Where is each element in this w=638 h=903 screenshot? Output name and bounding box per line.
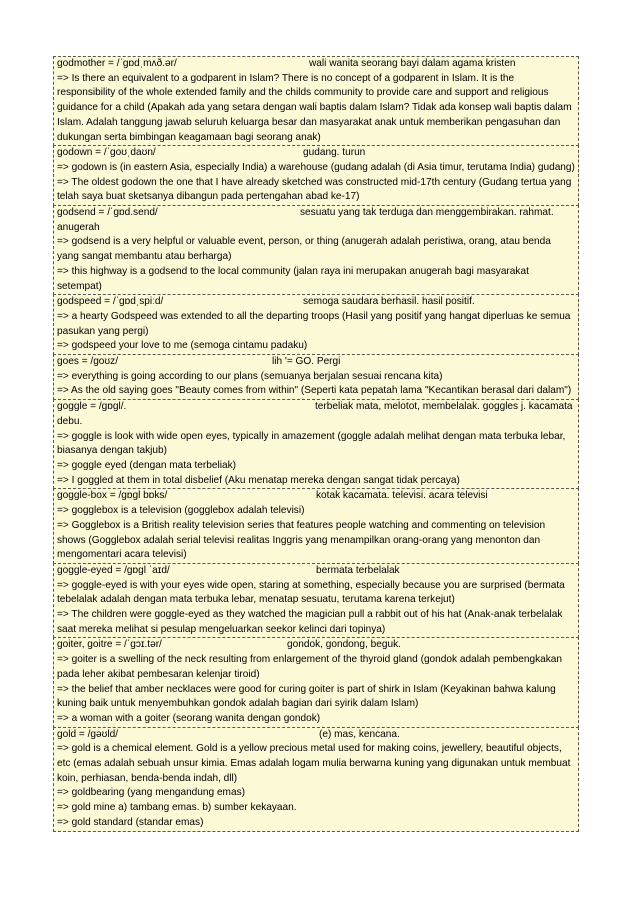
entry-line: => godown is (in eastern Asia, especially India) a warehouse (gudang adalah (di Asia timur, terutama India) gudang) [57, 161, 575, 173]
entry-meaning: kotak kacamata. televisi. acara televisi [316, 490, 488, 502]
dictionary-entry [53, 488, 579, 564]
entry-headword: goggle-box = /ɡɒɡl bɒks/ [57, 490, 168, 502]
entry-headword: goggle-eyed = /ɡɒɡl ˈaɪd/ [57, 564, 170, 576]
entry-meaning: wali wanita seorang bayi dalam agama kristen [309, 58, 516, 69]
entry-line: => godsend is a very helpful or valuable event, person, or thing (anugerah adalah peristiwa, orang, atau benda yang sangat membantu atau berharga) [57, 236, 551, 263]
entry-meaning: lih '= GO. Pergi [272, 356, 341, 368]
dictionary-entry [53, 56, 579, 146]
entry-line: => everything is going according to our plans (semuanya berjalan sesuai rencana kita) [57, 370, 443, 382]
entry-meaning: (e) mas, kencana. [319, 728, 400, 740]
entry-headword: godsend = /ˈɡɒd.send/ [57, 207, 158, 219]
entry-line: => the belief that amber necklaces were good for curing goiter is part of shirk in Islam (Keyakinan bahwa kalung kuning baik untuk menyembuhkan gondok adalah bagian dari syirik dalam Islam) [57, 683, 556, 710]
dictionary-entry [53, 354, 579, 400]
dictionary-entry [53, 563, 579, 639]
entry-line: => As the old saying goes "Beauty comes from within" (Seperti kata pepatah lama "Kecantikan berasal dari dalam") [57, 385, 572, 397]
entry-line: => goggle-eyed is with your eyes wide open, staring at something, especially because you are surprised (bermata tebelalak adalah dengan mata terbuka lebar, menatap sesuatu, terutama karena terkejut) [57, 579, 565, 606]
entry-meaning: terbeliak mata, melotot, membelalak. goggles j. kacamata debu. [57, 401, 573, 427]
dictionary-entry [53, 727, 579, 832]
entry-line: => this highway is a godsend to the local community (jalan raya ini merupakan anugerah bagi masyarakat setempat) [57, 265, 529, 292]
dictionary-entry [53, 294, 579, 355]
entry-line: => goggle eyed (dengan mata terbeliak) [57, 459, 237, 471]
dictionary-entry [53, 205, 579, 295]
entry-line: => gold standard (standar emas) [57, 816, 204, 828]
entry-line: => a hearty Godspeed was extended to all the departing troops (Hasil yang positif yang hangat diperluas ke semua pasukan yang pergi) [57, 310, 571, 337]
entry-line: => goldbearing (yang mengandung emas) [57, 787, 245, 799]
entry-headword: goggle = /ɡɒɡl/. [57, 401, 127, 413]
entry-line: => gold is a chemical element. Gold is a yellow precious metal used for making coins, jewellery, beautiful objects, etc (emas adalah sebuah unsur kimia. Emas adalah logam mulia berwarna kuning yang digunakan untuk membuat koin, perhiasan, benda-benda indah, dll) [57, 743, 571, 784]
entry-line: => gold mine a) tambang emas. b) sumber kekayaan. [57, 802, 297, 814]
entry-line: => Is there an equivalent to a godparent in Islam? There is no concept of a godparent in Islam. It is the responsibility of the whole extended family and the childs community to provide care and support and religious guidance for a child (Apakah ada yang setara dengan wali baptis dalam Islam? Tidak ada konsep wali baptis dalam Islam. Adalah tanggung jawab seluruh keluarga besar dan masyarakat anak untuk memberikan pengasuhan dan dukungan serta bimbingan keagamaan bagi seorang anak) [57, 72, 572, 143]
entry-headword: gold = /ɡəʊld/ [57, 728, 119, 740]
entry-line: => godspeed your love to me (semoga cintamu padaku) [57, 340, 308, 352]
entry-meaning: semoga saudara berhasil. hasil positif. [303, 296, 475, 308]
dictionary-entry [53, 145, 579, 206]
entry-meaning: gondok, gondong, beguk. [287, 639, 401, 651]
entry-line: => goiter is a swelling of the neck resulting from enlargement of the thyroid gland (gondok adalah pembengkakan pada leher akibat pembesaran kelenjar tiroid) [57, 654, 562, 680]
entry-line: => I goggled at them in total disbelief (Aku menatap mereka dengan sangat tidak percaya) [57, 474, 460, 486]
entry-line: => a woman with a goiter (seorang wanita dengan gondok) [57, 712, 321, 724]
entry-headword: godmother = /ˈɡɒdˌmʌð.ər/ [57, 58, 177, 69]
entry-headword: goiter, goitre = /ˈɡɔɪ.tər/ [57, 639, 162, 651]
dictionary-entry [53, 637, 579, 727]
entry-headword: godspeed = /ˈɡɒdˌspiːd/ [57, 296, 164, 308]
entry-meaning: bermata terbelalak [316, 564, 400, 576]
entry-line: => The children were goggle-eyed as they watched the magician pull a rabbit out of his hat (Anak-anak terbelalak saat mereka melihat si pesulap mengeluarkan seekor kelinci dari topinya) [57, 609, 563, 635]
entry-meaning: gudang. turun [303, 147, 366, 159]
entry-line: => The oldest godown the one that I have already sketched was constructed mid-17th century (Gudang tertua yang telah saya buat sketsanya dibangun pada pertengahan abad ke-17) [57, 176, 572, 203]
entry-line: => goggle is look with wide open eyes, typically in amazement (goggle adalah melihat dengan mata terbuka lebar, biasanya dengan takjub) [57, 430, 566, 457]
entry-line: => gogglebox is a television (gogglebox adalah televisi) [57, 505, 305, 517]
entry-headword: goes = /ɡoʊz/ [57, 356, 119, 368]
dictionary-page [53, 57, 579, 832]
entry-meaning: sesuatu yang tak terduga dan menggembirakan. rahmat. anugerah [57, 207, 554, 233]
entry-headword: godown = /ˈɡoʊˌdaʊn/ [57, 147, 156, 159]
dictionary-entry [53, 399, 579, 489]
entry-line: => Gogglebox is a British reality television series that features people watching and commenting on television shows (Gogglebox adalah serial televisi realitas Inggris yang menampilkan orang-orang yang menonton dan mengomentari acara televisi) [57, 519, 546, 561]
